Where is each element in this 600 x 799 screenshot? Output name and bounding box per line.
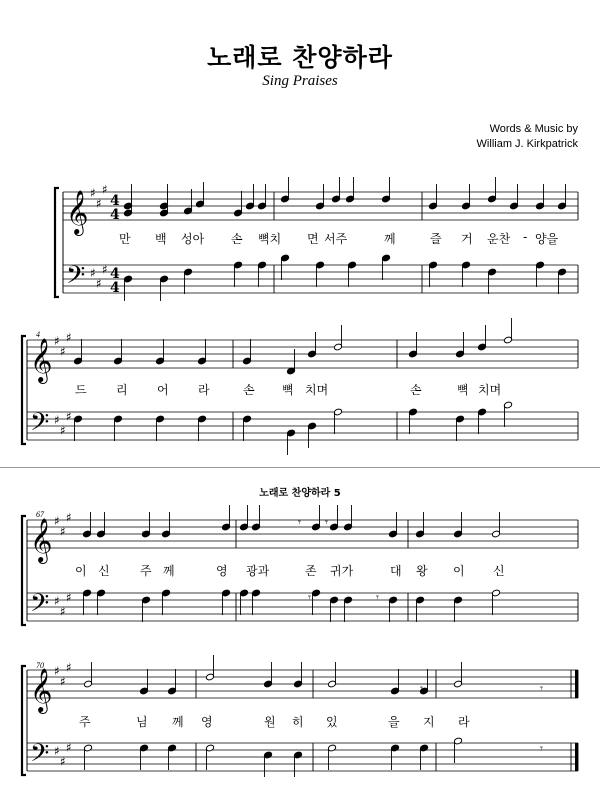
lyric-syllable: 이 [453,564,465,578]
sharp-icon: ♯ [60,524,66,539]
sharp-icon: ♯ [60,604,66,619]
bass-clef-icon: 𝄢 [30,739,50,774]
sharp-icon: ♯ [66,409,72,424]
rest-icon: 𝄾 [298,516,301,529]
lyric-syllable: 영 [216,564,228,578]
sharp-icon: ♯ [54,514,60,528]
lyric-syllable: 께 [172,715,184,729]
lyric-syllable: 광과 [246,564,270,578]
lyric-syllable: 신 [98,564,110,578]
lyric-syllable: 존 [305,564,317,578]
lyric-syllable: 영 [201,715,213,729]
lyric-syllable: 있 [326,715,338,729]
sharp-icon: ♯ [66,740,72,755]
lyric-syllable: 대 [390,564,402,578]
sharp-icon: ♯ [54,413,60,427]
system-bracket [22,516,26,625]
sharp-icon: ♯ [54,744,60,758]
treble-clef-icon: 𝄞 [30,338,53,382]
system-bracket [22,666,26,775]
credit-line-2: William J. Kirkpatrick [476,138,578,150]
lyric-syllable: 손 [410,383,422,397]
sharp-icon: ♯ [60,754,66,769]
sharp-icon: ♯ [60,423,66,438]
sharp-icon: ♯ [102,262,108,277]
lyric-syllable: 께 [384,232,396,246]
lyric-syllable: 히 [292,715,304,729]
lyric-syllable: 라 [458,715,470,729]
lyric-syllable: 만 [119,232,131,246]
sharp-icon: ♯ [54,334,60,348]
lyric-syllable: - [523,230,528,244]
page-header: 노래로 찬양하라 5 [259,488,341,499]
rest-icon: 𝄾 [376,591,379,604]
rest-icon: 𝄾 [325,516,328,529]
rest-icon: 𝄾 [540,742,543,755]
sharp-icon: ♯ [66,330,72,345]
sharp-icon: ♯ [54,664,60,678]
lyric-syllable: 주 [79,715,91,729]
lyric-syllable: 뼉 [282,383,294,397]
lyric-syllable: 치며 [478,383,502,397]
lyric-syllable: 리 [116,383,128,397]
lyric-syllable: 지 [423,715,435,729]
lyric-syllable: 손 [231,232,243,246]
lyric-syllable: 귀가 [330,564,354,578]
lyric-syllable: 손 [243,383,255,397]
sharp-icon: ♯ [90,186,96,200]
final-barline [575,670,578,698]
sharp-icon: ♯ [60,344,66,359]
credit-line-1: Words & Music by [489,123,578,135]
lyric-syllable: 님 [136,715,148,729]
bass-clef-icon: 𝄢 [66,261,86,296]
lyric-syllable: 거 [461,232,473,246]
rest-icon: 𝄾 [308,591,311,604]
system-bracket [22,336,26,444]
bass-clef-icon: 𝄢 [30,589,50,624]
lyric-syllable: 을 [388,715,400,729]
lyric-syllable: 운찬 [487,232,511,246]
rest-icon: 𝄾 [142,527,145,540]
lyric-syllable: 뼉 [457,383,469,397]
bass-clef-icon: 𝄢 [30,408,50,443]
system-bracket [55,188,59,297]
treble-clef-icon: 𝄞 [30,668,53,712]
lyric-syllable: 성아 [181,232,205,246]
lyric-syllable: 드 [75,383,87,397]
treble-clef-icon: 𝄞 [30,518,53,562]
sharp-icon: ♯ [66,510,72,525]
lyric-syllable: 왕 [416,564,428,578]
measure-number: 70 [36,661,44,670]
lyric-syllable: 면 [307,232,319,246]
lyric-syllable: 백 [155,232,167,246]
lyric-syllable: 양을 [535,232,559,246]
time-signature: 4 [110,266,120,282]
sharp-icon: ♯ [90,266,96,280]
sharp-icon: ♯ [60,674,66,689]
final-barline [575,743,578,771]
sharp-icon: ♯ [96,196,102,211]
song-subtitle: Sing Praises [262,73,338,89]
sharp-icon: ♯ [96,276,102,291]
measure-number: 67 [36,510,44,519]
sharp-icon: ♯ [54,594,60,608]
rest-icon: 𝄾 [420,682,423,695]
time-signature: 4 [110,280,120,296]
lyric-syllable: 께 [163,564,175,578]
measure-number: 4 [36,330,40,339]
rest-icon: 𝄾 [540,682,543,695]
lyric-syllable: 서주 [324,232,348,246]
lyric-syllable: 주 [140,564,152,578]
lyric-syllable: 이 [75,564,87,578]
lyric-syllable: 원 [264,715,276,729]
lyric-syllable: 신 [493,564,505,578]
lyric-syllable: 라 [198,383,210,397]
lyric-syllable: 뼉치 [258,232,282,246]
lyric-syllable: 어 [157,383,169,397]
time-signature: 4 [110,193,120,209]
lyric-syllable: 치며 [305,383,329,397]
sharp-icon: ♯ [66,590,72,605]
time-signature: 4 [110,207,120,223]
sharp-icon: ♯ [66,660,72,675]
sharp-icon: ♯ [102,182,108,197]
treble-clef-icon: 𝄞 [66,190,89,234]
lyric-syllable: 즐 [430,232,442,246]
song-title: 노래로 찬양하라 [207,43,393,72]
